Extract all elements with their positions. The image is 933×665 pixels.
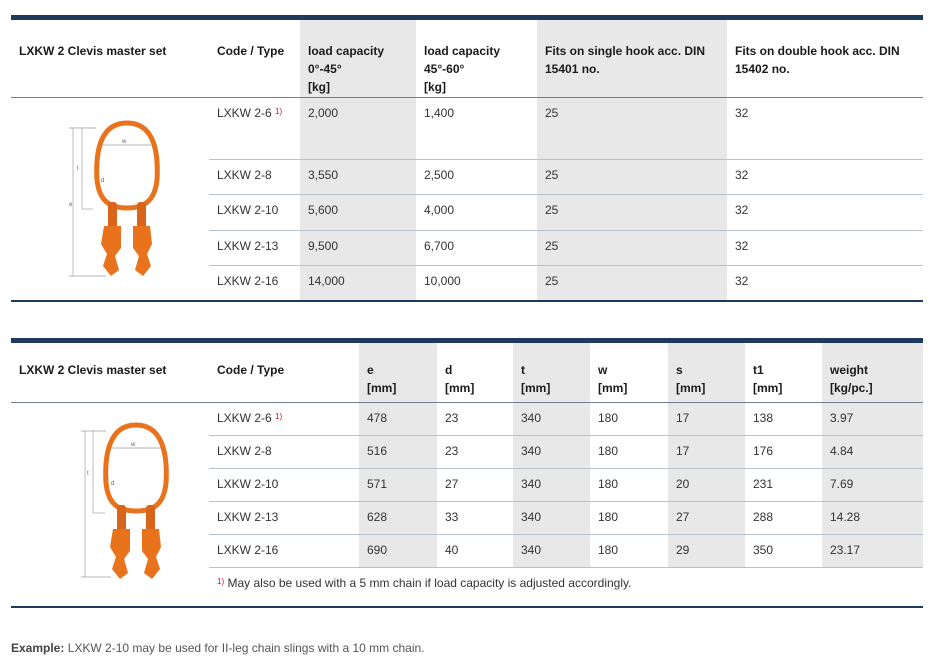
row-code: LXKW 2-10 xyxy=(209,195,300,230)
cell-s: 17 xyxy=(668,436,745,469)
clevis-master-set-drawing xyxy=(11,403,209,603)
dim-label-w: w xyxy=(122,139,127,145)
header-weight: weight [kg/pc.] xyxy=(822,341,923,403)
cell-cap-0-45: 2,000 xyxy=(300,98,416,160)
row-code: LXKW 2-8 xyxy=(209,159,300,194)
cell-t1: 231 xyxy=(745,469,822,502)
cell-s: 29 xyxy=(668,535,745,568)
cell-single-hook: 25 xyxy=(537,230,727,265)
cell-cap-45-60: 2,500 xyxy=(416,159,537,194)
cell-cap-45-60: 1,400 xyxy=(416,98,537,160)
cell-t: 340 xyxy=(513,403,590,436)
product-image-cell xyxy=(11,403,209,608)
cell-cap-0-45: 3,550 xyxy=(300,159,416,194)
cell-w: 180 xyxy=(590,436,668,469)
cell-w: 180 xyxy=(590,535,668,568)
header-e: e [mm] xyxy=(359,341,437,403)
dim-label-t: t xyxy=(77,166,79,172)
header-w: w [mm] xyxy=(590,341,668,403)
example-label: Example: xyxy=(11,641,65,655)
cell-cap-0-45: 9,500 xyxy=(300,230,416,265)
dim-label-e: e xyxy=(69,202,73,208)
cell-weight: 14.28 xyxy=(822,502,923,535)
cell-weight: 3.97 xyxy=(822,403,923,436)
footnote-marker: 1) xyxy=(217,577,225,586)
header-set-name: LXKW 2 Clevis master set xyxy=(11,18,209,98)
cell-e: 516 xyxy=(359,436,437,469)
cell-single-hook: 25 xyxy=(537,266,727,301)
cell-double-hook: 32 xyxy=(727,230,923,265)
cell-cap-45-60: 10,000 xyxy=(416,266,537,301)
cell-t: 340 xyxy=(513,436,590,469)
clevis-master-set-drawing xyxy=(11,98,209,300)
cell-cap-0-45: 5,600 xyxy=(300,195,416,230)
cell-e: 628 xyxy=(359,502,437,535)
header-double-hook: Fits on double hook acc. DIN 15402 no. xyxy=(727,18,923,98)
dim-label-d: d xyxy=(101,178,105,184)
row-code: LXKW 2-8 xyxy=(209,436,359,469)
cell-t: 340 xyxy=(513,502,590,535)
header-load-capacity-45-60: load capacity 45°-60° [kg] xyxy=(416,18,537,98)
cell-d: 33 xyxy=(437,502,513,535)
cell-d: 23 xyxy=(437,436,513,469)
cell-single-hook: 25 xyxy=(537,159,727,194)
header-d: d [mm] xyxy=(437,341,513,403)
header-t1: t1 [mm] xyxy=(745,341,822,403)
cell-d: 23 xyxy=(437,403,513,436)
load-capacity-table xyxy=(11,15,923,302)
cell-weight: 4.84 xyxy=(822,436,923,469)
cell-e: 571 xyxy=(359,469,437,502)
row-code: LXKW 2-10 xyxy=(209,469,359,502)
footnote xyxy=(209,568,923,608)
cell-cap-45-60: 6,700 xyxy=(416,230,537,265)
dimensions-table xyxy=(11,338,923,608)
footnote-text: May also be used with a 5 mm chain if load capacity is adjusted accordingly. xyxy=(227,576,632,590)
cell-cap-0-45: 14,000 xyxy=(300,266,416,301)
header-t: t [mm] xyxy=(513,341,590,403)
header-s: s [mm] xyxy=(668,341,745,403)
cell-s: 17 xyxy=(668,403,745,436)
cell-double-hook: 32 xyxy=(727,159,923,194)
cell-e: 690 xyxy=(359,535,437,568)
cell-cap-45-60: 4,000 xyxy=(416,195,537,230)
cell-s: 27 xyxy=(668,502,745,535)
row-code: LXKW 2-13 xyxy=(209,502,359,535)
row-code: LXKW 2-16 xyxy=(209,266,300,301)
example-note xyxy=(11,641,425,655)
cell-t1: 138 xyxy=(745,403,822,436)
row-code: LXKW 2-6 $^{1)}$ xyxy=(209,403,359,436)
product-image-cell xyxy=(11,98,209,302)
table-header-row xyxy=(11,341,923,403)
cell-double-hook: 32 xyxy=(727,266,923,301)
cell-t1: 350 xyxy=(745,535,822,568)
cell-d: 27 xyxy=(437,469,513,502)
row-code: LXKW 2-6 $^{1)}$ xyxy=(209,98,300,160)
cell-weight: 7.69 xyxy=(822,469,923,502)
cell-d: 40 xyxy=(437,535,513,568)
header-code-type: Code / Type xyxy=(209,18,300,98)
cell-t: 340 xyxy=(513,469,590,502)
table-row xyxy=(11,403,923,436)
table-header-row xyxy=(11,18,923,98)
cell-t1: 176 xyxy=(745,436,822,469)
cell-w: 180 xyxy=(590,502,668,535)
row-code: LXKW 2-16 xyxy=(209,535,359,568)
dim-label-d: d xyxy=(111,481,115,487)
example-text: LXKW 2-10 may be used for II-leg chain slings with a 10 mm chain. xyxy=(64,641,425,655)
cell-e: 478 xyxy=(359,403,437,436)
row-code: LXKW 2-13 xyxy=(209,230,300,265)
cell-t1: 288 xyxy=(745,502,822,535)
cell-double-hook: 32 xyxy=(727,98,923,160)
cell-single-hook: 25 xyxy=(537,195,727,230)
header-load-capacity-0-45: load capacity 0°-45° [kg] xyxy=(300,18,416,98)
header-set-name: LXKW 2 Clevis master set xyxy=(11,341,209,403)
cell-w: 180 xyxy=(590,403,668,436)
dim-label-t: t xyxy=(87,471,89,477)
header-single-hook: Fits on single hook acc. DIN 15401 no. xyxy=(537,18,727,98)
cell-w: 180 xyxy=(590,469,668,502)
cell-t: 340 xyxy=(513,535,590,568)
cell-double-hook: 32 xyxy=(727,195,923,230)
table-row xyxy=(11,98,923,160)
cell-weight: 23.17 xyxy=(822,535,923,568)
header-code-type: Code / Type xyxy=(209,341,359,403)
dim-label-w: w xyxy=(131,442,136,448)
cell-single-hook: 25 xyxy=(537,98,727,160)
cell-s: 20 xyxy=(668,469,745,502)
footnote-marker: 1) xyxy=(275,107,283,116)
footnote-marker: 1) xyxy=(275,412,283,421)
